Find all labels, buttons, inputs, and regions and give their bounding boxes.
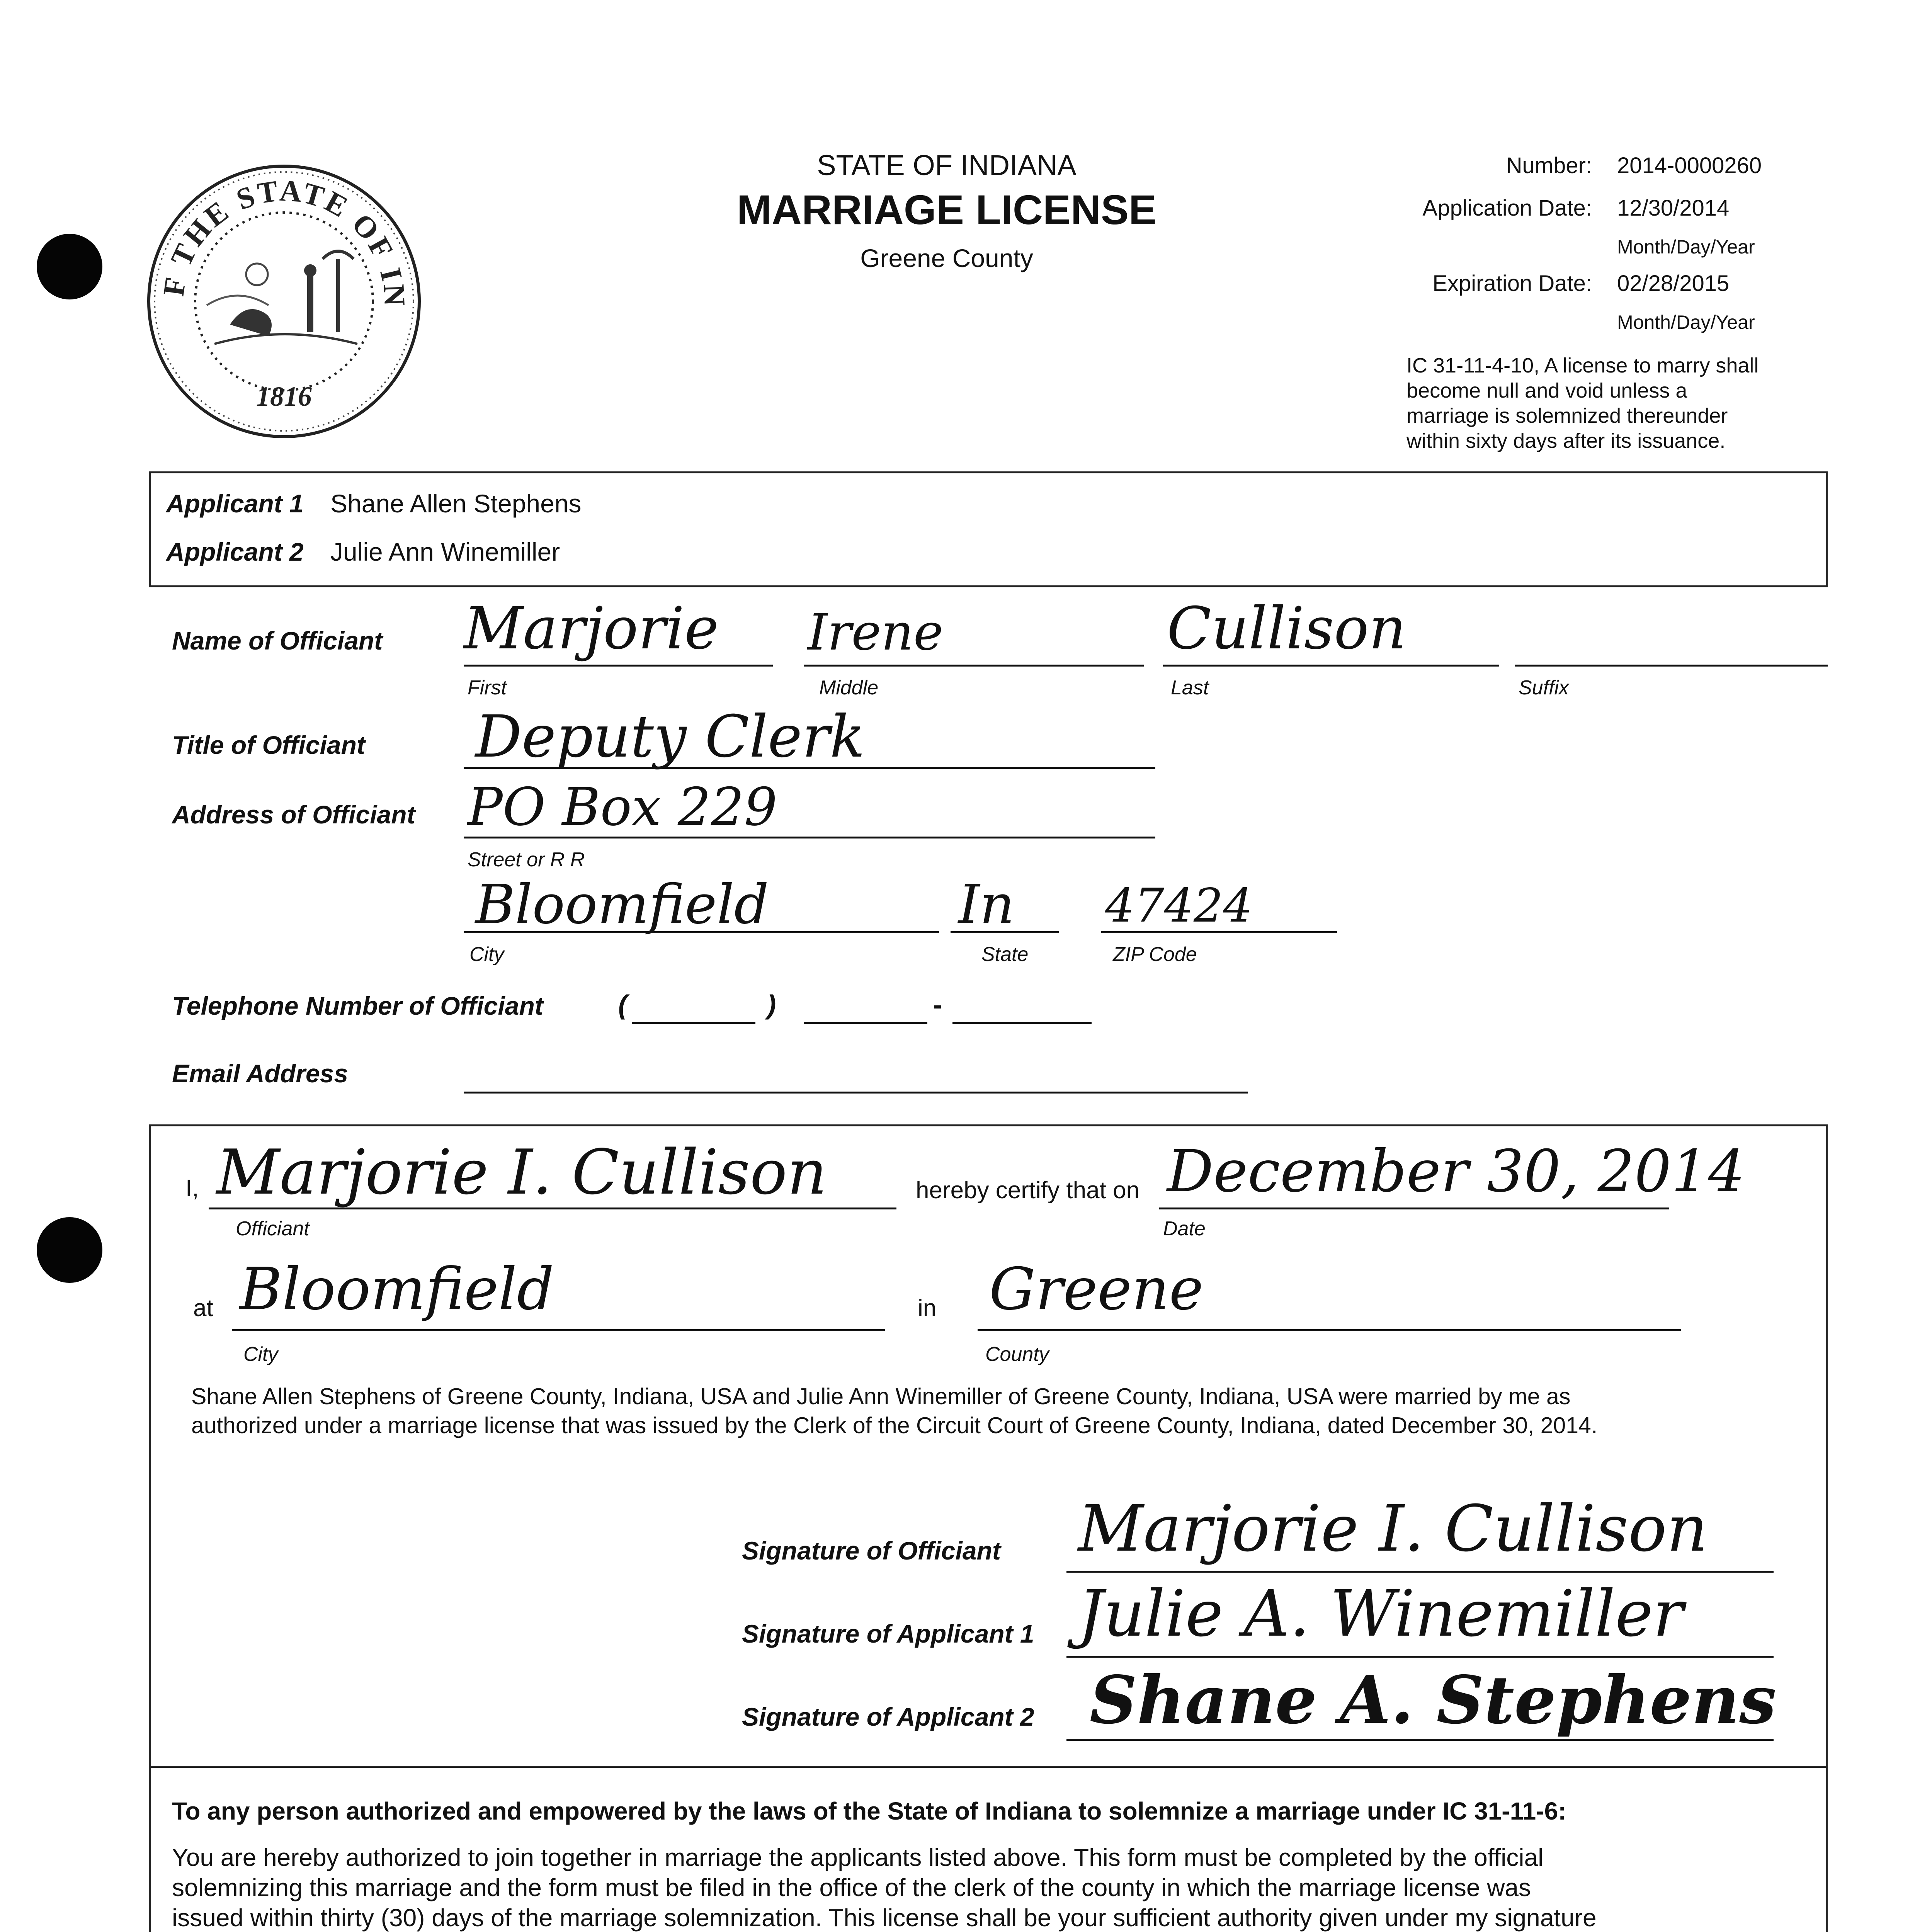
officiant-title-label: Title of Officiant [172,731,365,759]
street-line [464,837,1155,838]
caption-city: City [469,943,504,966]
i-prefix: I, [185,1175,199,1202]
caption-zip: ZIP Code [1113,943,1197,966]
caption-middle: Middle [819,677,879,699]
officiant-street-handwritten: PO Box 229 [468,777,777,837]
at-prefix: at [193,1295,213,1321]
marriage-date-handwritten: December 30, 2014 [1167,1138,1745,1205]
officiant-name-label: Name of Officiant [172,626,383,655]
caption-officiant: Officiant [236,1218,310,1240]
email-line [464,1092,1248,1094]
application-date-label: Application Date: [1422,196,1592,221]
applicant2-name: Julie Ann Winemiller [330,537,560,566]
sig-applicant2-label: Signature of Applicant 2 [742,1702,1034,1731]
officiant-state-handwritten: In [958,873,1015,936]
caption-suffix: Suffix [1519,677,1569,699]
caption-city: City [243,1343,278,1366]
officiant-last-handwritten: Cullison [1167,595,1406,662]
sig-applicant2-line [1066,1739,1774,1741]
number-value: 2014-0000260 [1617,153,1762,178]
sig-officiant-handwritten: Marjorie I. Cullison [1078,1492,1708,1566]
certify-text: hereby certify that on [916,1177,1139,1204]
officiant-first-handwritten: Marjorie [464,595,719,662]
phone-prefix-line [804,1022,927,1024]
phone-open-paren: ( [618,990,628,1020]
ceremony-county-handwritten: Greene [989,1256,1204,1323]
applicant1-name: Shane Allen Stephens [330,489,582,518]
expiration-date-label: Expiration Date: [1432,271,1592,296]
sig-officiant-line [1066,1571,1774,1573]
phone-area-line [632,1022,755,1024]
seal-text: F THE STATE OF IN [156,173,412,309]
officiant-zip-handwritten: 47424 [1105,879,1253,933]
statute-note-line: IC 31-11-4-10, A license to marry shall [1406,354,1759,377]
statute-note-line: become null and void unless a [1406,379,1687,402]
sig-officiant-label: Signature of Officiant [742,1536,1001,1565]
sig-applicant1-line [1066,1656,1774,1658]
caption-street: Street or R R [468,849,585,871]
marriage-statement-line: authorized under a marriage license that was issued by the Clerk of the Circuit Court of Greene County, Indiana, dated December 30, 2014. [191,1413,1598,1438]
expiration-date-value: 02/28/2015 [1617,271,1730,296]
statute-note-line: marriage is solemnized thereunder [1406,404,1728,427]
ceremony-city-line [232,1329,885,1331]
marriage-date-line [1159,1208,1669,1209]
ceremony-county-line [978,1329,1681,1331]
date-format-caption: Month/Day/Year [1617,236,1755,258]
phone-dash: - [933,990,942,1020]
caption-last: Last [1171,677,1209,699]
marriage-statement-line: Shane Allen Stephens of Greene County, Indiana, USA and Julie Ann Winemiller of Greene County, Indiana, USA were married by me as [191,1384,1571,1409]
city-line [464,931,939,933]
punch-hole-middle [37,1217,102,1283]
form-title: MARRIAGE LICENSE [736,186,1157,233]
sig-applicant1-label: Signature of Applicant 1 [742,1619,1034,1648]
application-date-value: 12/30/2014 [1617,196,1730,221]
first-name-line [464,665,773,667]
title-line [464,767,1155,769]
last-name-line [1163,665,1499,667]
suffix-line [1515,665,1828,667]
caption-first: First [468,677,507,699]
caption-county: County [985,1343,1049,1366]
date-format-caption: Month/Day/Year [1617,311,1755,333]
officiant-phone-label: Telephone Number of Officiant [172,992,543,1020]
state-line-field [951,931,1059,933]
officiant-middle-handwritten: Irene [808,603,944,662]
sig-applicant1-handwritten: Julie A. Winemiller [1078,1577,1684,1651]
number-label: Number: [1506,153,1592,178]
middle-name-line [804,665,1144,667]
certifying-officiant-handwritten: Marjorie I. Cullison [216,1136,827,1208]
authorization-body-line: solemnizing this marriage and the form must be filed in the office of the clerk of the county in which the marriage license was [172,1874,1531,1901]
officiant-address-label: Address of Officiant [172,800,415,829]
in-prefix: in [918,1295,937,1321]
seal-year: 1816 [256,381,312,412]
officiant-title-handwritten: Deputy Clerk [475,703,865,770]
zip-line [1101,931,1337,933]
sig-applicant2-handwritten: Shane A. Stephens [1090,1662,1777,1739]
phone-number-line [952,1022,1092,1024]
officiant-city-handwritten: Bloomfield [475,873,769,936]
ceremony-city-handwritten: Bloomfield [240,1256,554,1323]
punch-hole-top [37,234,102,299]
caption-date: Date [1163,1218,1206,1240]
officiant-email-label: Email Address [172,1059,349,1088]
authorization-body-line: You are hereby authorized to join together in marriage the applicants listed above. This form must be completed by the official [172,1844,1544,1871]
applicant2-label: Applicant 2 [166,537,304,566]
caption-state: State [981,943,1029,966]
statute-note-line: within sixty days after its issuance. [1406,429,1726,452]
phone-close-paren: ) [767,990,776,1020]
authorization-heading: To any person authorized and empowered by the laws of the State of Indiana to solemnize a marriage under IC 31-11-6: [172,1797,1566,1825]
state-seal [141,158,427,444]
certifying-officiant-line [209,1208,896,1209]
county-line: Greene County [860,244,1033,272]
state-line: STATE OF INDIANA [817,149,1077,181]
applicant1-label: Applicant 1 [166,489,304,518]
authorization-body-line: issued within thirty (30) days of the marriage solemnization. This license shall be your sufficient authority given under my signature [172,1904,1597,1932]
